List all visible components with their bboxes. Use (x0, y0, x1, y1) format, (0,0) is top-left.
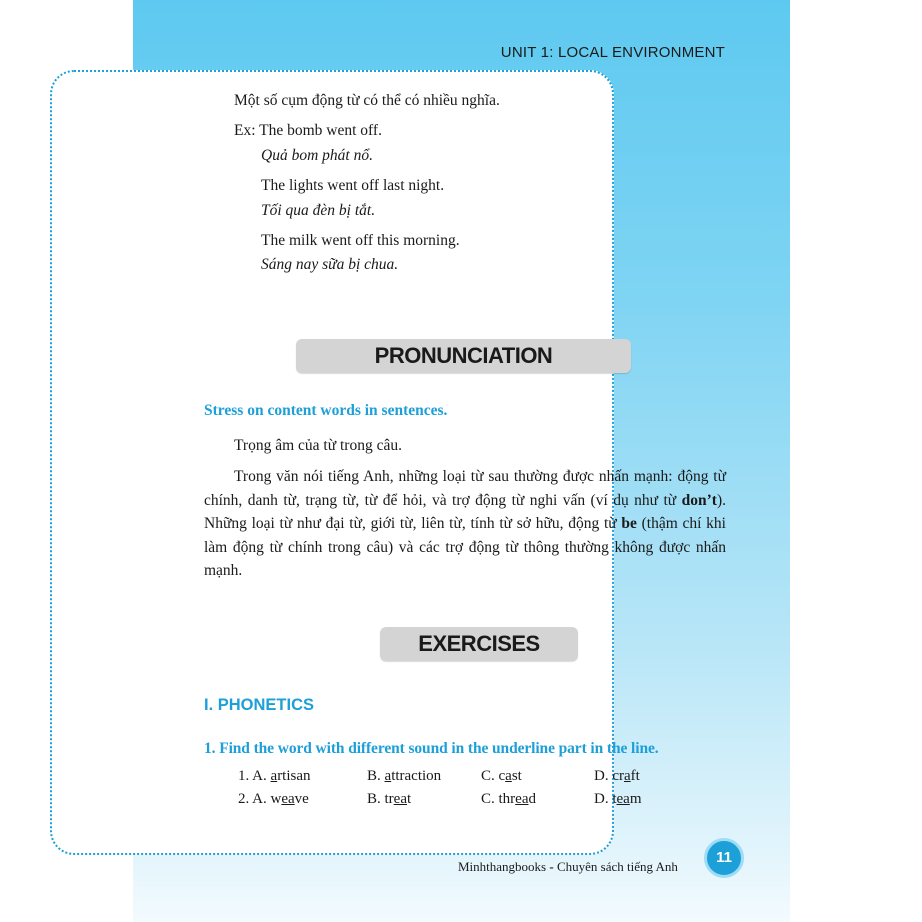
phonetics-heading: I. PHONETICS (204, 696, 315, 714)
footer-tagline: Chuyên sách tiếng Anh (556, 859, 678, 874)
row1-option-b: B. attraction (367, 768, 442, 784)
row2-option-d: D. team (594, 791, 642, 807)
footer-separator: - (546, 859, 557, 874)
pronunciation-subtitle: Stress on content words in sentences. (204, 402, 448, 419)
publisher-name: Minhthangbooks (458, 859, 547, 874)
question-1: 1. Find the word with different sound in the underline part in the line. (204, 740, 659, 757)
ex-prefix: Ex: (234, 122, 260, 139)
row1-option-d: D. craft (594, 768, 640, 784)
intro-line: Một số cụm động từ có thể có nhiều nghĩa. (234, 92, 500, 109)
row2-option-b: B. treat (367, 791, 412, 807)
row1-option-a: 1. A. artisan (238, 768, 311, 784)
footer-publisher (458, 859, 678, 875)
para2-bold-dont: don’t (681, 491, 717, 509)
exercises-banner: EXERCISES (380, 627, 578, 661)
example-1-en (234, 122, 382, 140)
example-2-en: The lights went off last night. (261, 177, 445, 194)
para2-part-a: Trong văn nói tiếng Anh, những loại từ sau thường được nhấn mạnh: động từ chính, danh từ, trạng từ, từ để hỏi, và trợ động từ nghi vấn (ví dụ như từ (204, 468, 726, 509)
example-3-en: The milk went off this morning. (261, 232, 460, 249)
para2-part-c: (thậm chí khi làm động từ chính trong câu) và các trợ động từ thông thường không được nhấn mạnh. (204, 515, 726, 579)
example-1-en-text: The bomb went off. (259, 122, 382, 139)
row1-option-c: C. cast (481, 768, 522, 784)
example-3-vi: Sáng nay sữa bị chua. (261, 256, 399, 273)
unit-header: UNIT 1: LOCAL ENVIRONMENT (500, 44, 725, 61)
page-number-badge: 11 (704, 838, 744, 878)
pronunciation-para-2 (204, 465, 726, 583)
pronunciation-para-1: Trọng âm của từ trong câu. (234, 437, 402, 454)
row2-option-c: C. thread (481, 791, 536, 807)
example-1-vi: Quả bom phát nổ. (261, 147, 373, 164)
para2-bold-be: be (621, 515, 637, 532)
example-2-vi: Tối qua đèn bị tắt. (261, 202, 376, 219)
pronunciation-banner: PRONUNCIATION (296, 339, 631, 373)
row2-option-a: 2. A. weave (238, 791, 309, 807)
para2-part-b: ). Những loại từ như đại từ, giới từ, liên từ, tính từ sở hữu, động từ (204, 491, 726, 532)
